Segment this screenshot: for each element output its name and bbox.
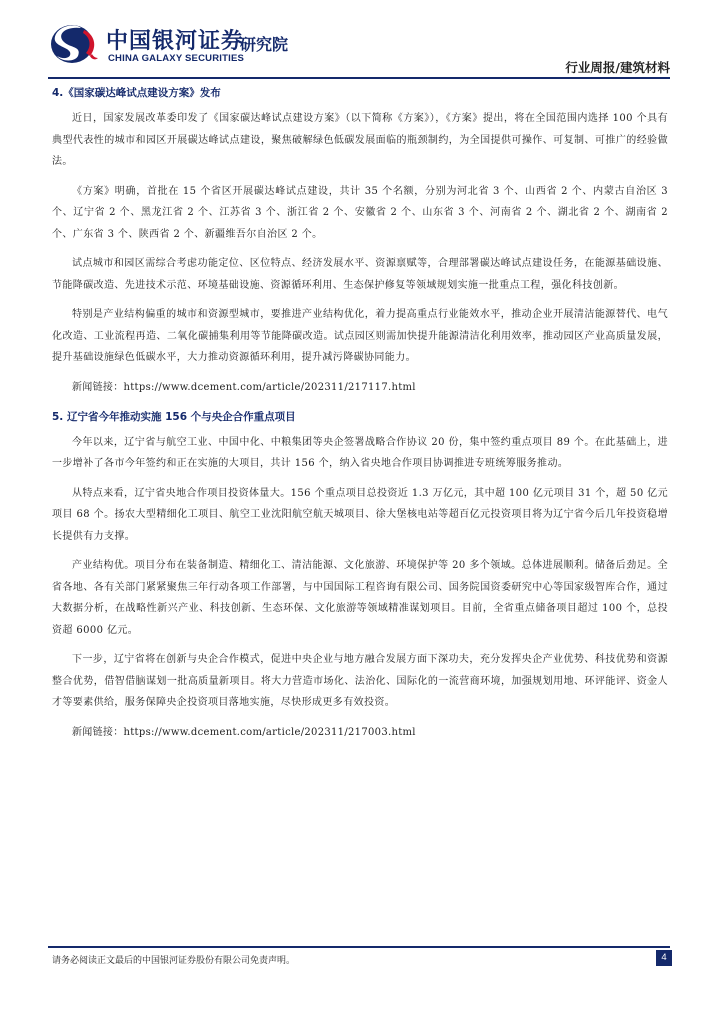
news-link-line: [52, 377, 668, 398]
header-divider: [48, 77, 670, 79]
brand-name-en: CHINA GALAXY SECURITIES: [108, 53, 245, 64]
news-link-url[interactable]: https://www.dcement.com/article/202311/217117.html: [123, 381, 416, 393]
news-link-line: [52, 722, 668, 743]
paragraph: 从特点来看，辽宁省央地合作项目投资体量大。156 个重点项目总投资近 1.3 万亿元，其中超 100 亿元项目 31 个，超 50 亿元项目 68 个。扬农大型精细化工项目、航空工业沈阳航空航天城项目、徐大堡核电站等超百亿元投资项目将为辽宁省今后几年投资稳增长提供有力支撑。: [52, 487, 668, 542]
news-section: [52, 84, 668, 398]
disclaimer-text: 请务必阅读正文最后的中国银河证券股份有限公司免责声明。: [52, 956, 296, 966]
news-link-label: 新闻链接：: [72, 726, 124, 738]
page-number: 4: [656, 950, 672, 966]
article-body: [52, 84, 668, 753]
paragraph: 《方案》明确，首批在 15 个省区开展碳达峰试点建设，共计 35 个名额，分别为河北省 3 个、山西省 2 个、内蒙古自治区 3 个、辽宁省 2 个、黑龙江省 2 个、江苏省 3 个、浙江省 2 个、安徽省 2 个、山东省 3 个、河南省 2 个、湖北省 2 个、湖南省 2 个、广东省 3 个、陕西省 2 个、新疆维吾尔自治区 2 个。: [52, 185, 668, 240]
paragraph: 今年以来，辽宁省与航空工业、中国中化、中粮集团等央企签署战略合作协议 20 份，集中签约重点项目 89 个。在此基础上，进一步增补了各市今年签约和正在实施的大项目，共计 156 个，纳入省央地合作项目协调推进专班统筹服务推动。: [52, 436, 668, 469]
report-type-label: 行业周报/建筑材料: [565, 60, 670, 75]
footer-divider: [48, 946, 670, 948]
paragraph: 近日，国家发展改革委印发了《国家碳达峰试点建设方案》（以下简称《方案》），《方案》提出，将在全国范围内选择 100 个具有典型代表性的城市和园区开展碳达峰试点建设，聚焦破解绿色低碳发展面临的瓶颈制约，为全国提供可操作、可复制、可推广的经验做法。: [52, 113, 668, 167]
news-link-label: 新闻链接：: [72, 381, 124, 393]
galaxy-logo-icon: [48, 20, 100, 66]
section-title: 5. 辽宁省今年推动实施 156 个与央企合作重点项目: [52, 410, 296, 423]
news-link-url[interactable]: https://www.dcement.com/article/202311/217003.html: [123, 726, 416, 738]
section-title: 4.《国家碳达峰试点建设方案》发布: [52, 87, 221, 99]
paragraph: 特别是产业结构偏重的城市和资源型城市，要推进产业结构优化，着力提高重点行业能效水平，推动企业开展清洁能源替代、电气化改造、工业流程再造、二氧化碳捕集利用等节能降碳改造。试点园区则需加快提升能源清洁化利用效率，推动园区产业高质量发展，提升基础设施绿色低碳水平，大力推动资源循环利用，提升减污降碳协同能力。: [52, 309, 668, 363]
paragraph: 试点城市和园区需综合考虑功能定位、区位特点、经济发展水平、资源禀赋等，合理部署碳达峰试点建设任务，在能源基础设施、节能降碳改造、先进技术示范、环境基础设施、资源循环利用、生态保护修复等领域规划实施一批重点工程，强化科技创新。: [52, 258, 668, 291]
institute-label: 研究院: [240, 35, 289, 54]
paragraph: 产业结构优。项目分布在装备制造、精细化工、清洁能源、文化旅游、环境保护等 20 多个领域。总体进展顺利。储备后劲足。全省各地、各有关部门紧紧聚焦三年行动各项工作部署，与中国国际工程咨询有限公司、国务院国资委研究中心等国家级智库合作，通过大数据分析，在战略性新兴产业、科技创新、生态环保、文化旅游等领域精准谋划项目。目前，全省重点储备项目超过 100 个，总投资超 6000 亿元。: [52, 560, 668, 636]
news-section: [52, 408, 668, 743]
paragraph: 下一步，辽宁省将在创新与央企合作模式，促进中央企业与地方融合发展方面下深功夫，充分发挥央企产业优势、科技优势和资源整合优势，借智借脑谋划一批高质量新项目。将大力营造市场化、法治化、国际化的一流营商环境，加强规划用地、环评能评、资金人才等要素供给，服务保障央企投资项目落地实施，尽快形成更多有效投资。: [52, 654, 668, 708]
brand-name-cn: 中国银河证券: [106, 29, 245, 54]
page-header: [48, 18, 670, 78]
